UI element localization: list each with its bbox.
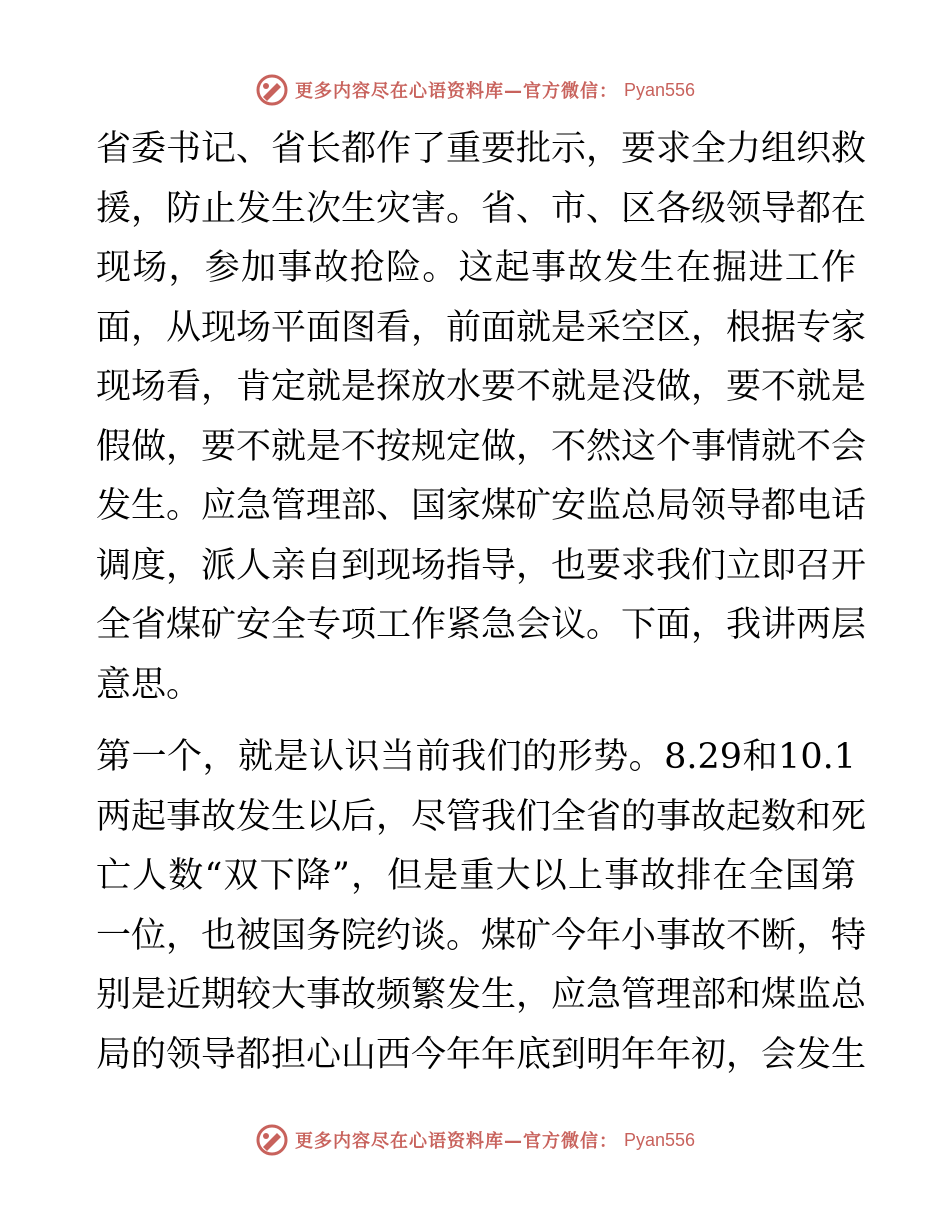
text-line: 调度，派人亲自到现场指导，也要求我们立即召开	[96, 545, 867, 586]
text-line: 别是近期较大事故频繁发生，应急管理部和煤监总	[96, 975, 867, 1015]
watermark-text: 更多内容尽在心语资料库—官方微信：	[294, 81, 618, 102]
document-body	[96, 120, 867, 1085]
watermark-text: 更多内容尽在心语资料库—官方微信：	[294, 1131, 618, 1152]
watermark-account: Pyan556	[623, 79, 696, 100]
text-line: 援，防止发生次生灾害。省、市、区各级领导都在	[96, 188, 867, 229]
text-line: 两起事故发生以后，尽管我们全省的事故起数和死	[96, 796, 867, 837]
text-line: 局的领导都担心山西今年年底到明年年初，会发生	[96, 1034, 867, 1075]
text-line: 现场，参加事故抢险。这起事故发生在掘进工作	[96, 248, 856, 288]
text-line: 面，从现场平面图看，前面就是采空区，根据专家	[96, 307, 867, 348]
brand-logo-icon	[255, 73, 289, 107]
text-line: 假做，要不就是不按规定做，不然这个事情就不会	[96, 426, 867, 467]
watermark-account: Pyan556	[623, 1129, 696, 1150]
text-line: 现场看，肯定就是探放水要不就是没做，要不就是	[96, 367, 867, 407]
text-line: 亡人数“双下降”，但是重大以上事故排在全国第	[96, 856, 856, 896]
header-watermark	[0, 70, 950, 110]
footer-watermark	[0, 1120, 950, 1160]
text-line: 一位，也被国务院约谈。煤矿今年小事故不断，特	[96, 915, 867, 956]
text-line: 省委书记、省长都作了重要批示，要求全力组织救	[96, 129, 867, 169]
text-line: 全省煤矿安全专项工作紧急会议。下面，我讲两层	[96, 605, 867, 645]
paragraph-gap	[96, 715, 856, 728]
text-line: 发生。应急管理部、国家煤矿安监总局领导都电话	[96, 486, 867, 526]
text-line: 意思。	[96, 664, 202, 705]
paragraph-1	[96, 120, 867, 715]
text-line: 第一个，就是认识当前我们的形势。8.29和10.1	[96, 737, 856, 777]
brand-logo-icon	[255, 1123, 289, 1157]
paragraph-2	[96, 728, 867, 1085]
